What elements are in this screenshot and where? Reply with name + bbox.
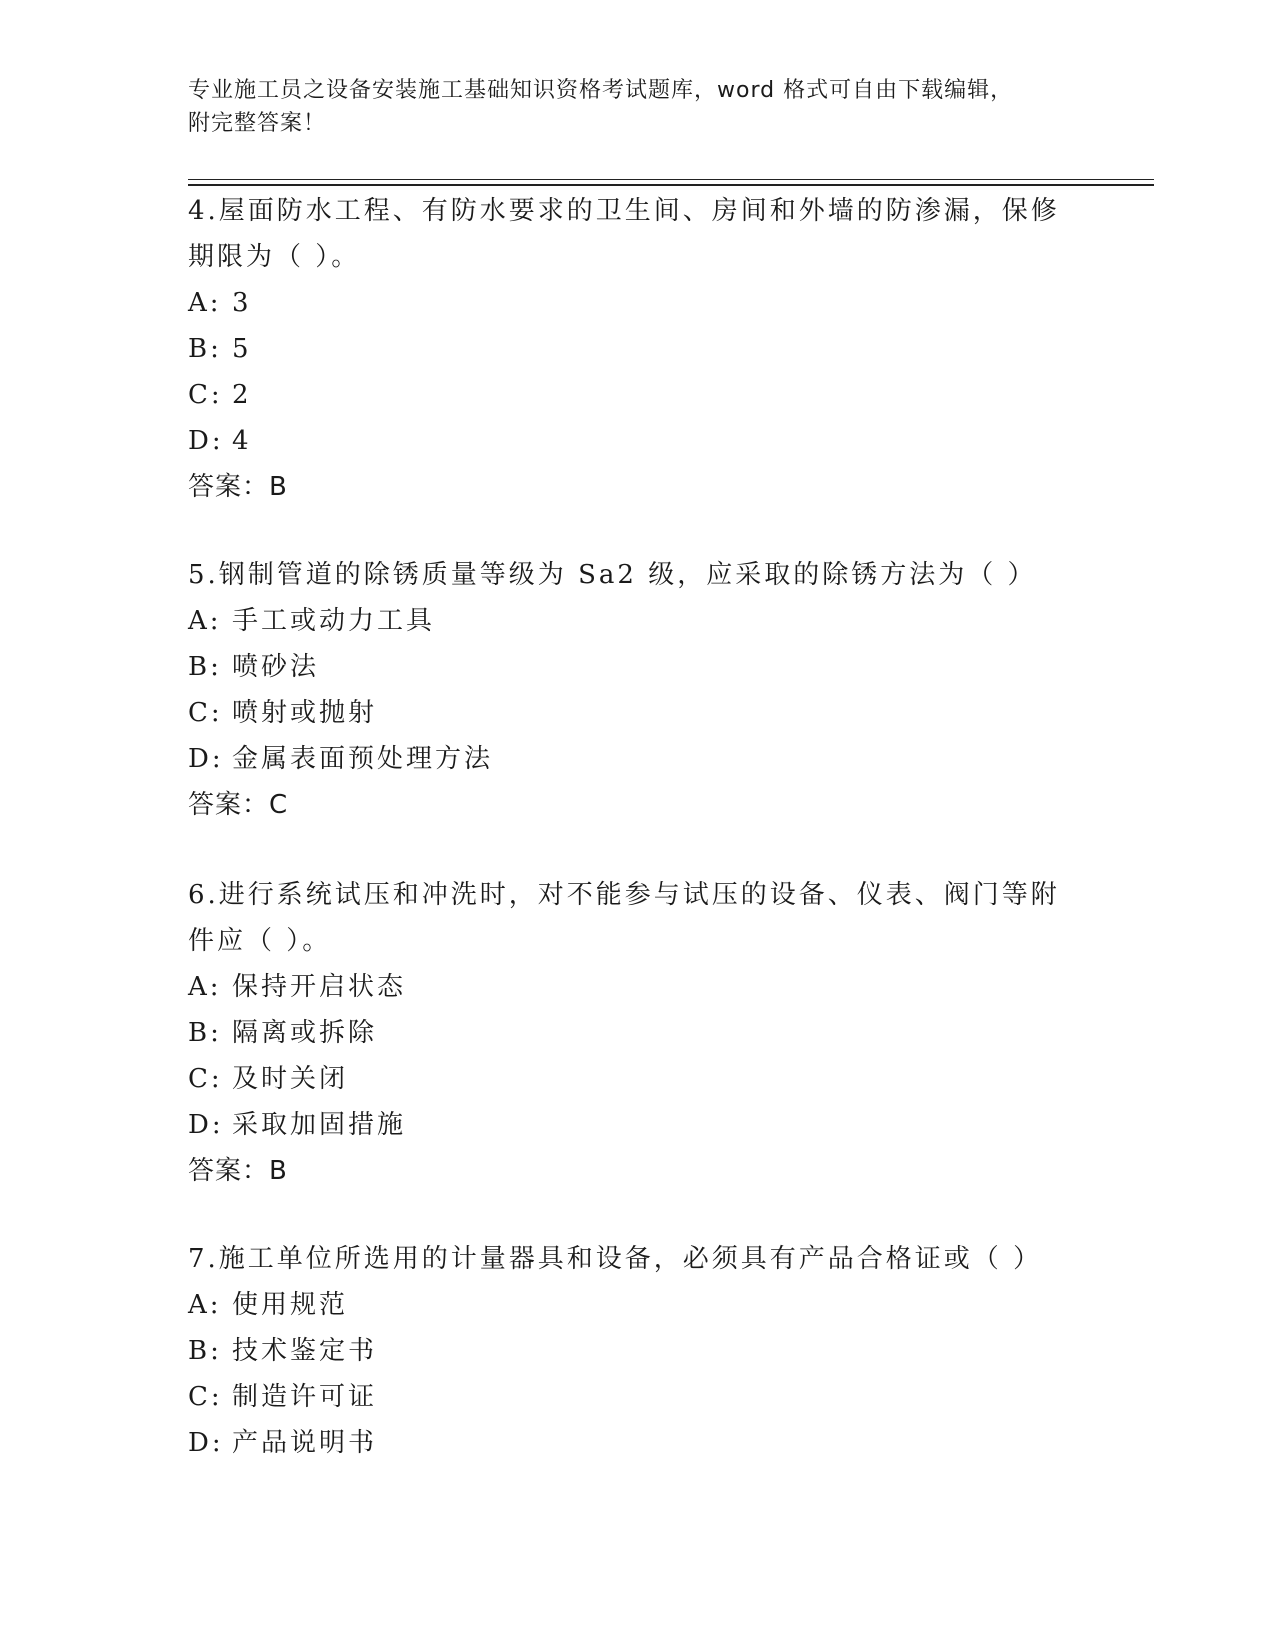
option-key: C: <box>188 698 223 728</box>
answer-line: 答案：B <box>188 472 288 502</box>
option-b <box>188 1010 1088 1056</box>
option-key: B: <box>188 1336 222 1366</box>
option-key: B: <box>188 334 222 364</box>
question-5 <box>188 552 1088 828</box>
option-d <box>188 736 1088 782</box>
question-4 <box>188 188 1088 510</box>
option-a <box>188 1282 1088 1328</box>
option-key: C: <box>188 1064 223 1094</box>
option-text: 使用规范 <box>232 1290 349 1320</box>
question-stem-line: 件应（ ）。 <box>188 926 332 956</box>
option-d <box>188 1420 1088 1466</box>
header-line-2: 附完整答案！ <box>188 111 327 136</box>
question-7 <box>188 1236 1088 1466</box>
option-c <box>188 1374 1088 1420</box>
option-text: 产品说明书 <box>232 1428 378 1458</box>
option-b <box>188 326 1088 372</box>
option-d <box>188 418 1088 464</box>
option-text: 及时关闭 <box>232 1064 349 1094</box>
option-d <box>188 1102 1088 1148</box>
option-text: 5 <box>232 334 252 364</box>
option-text: 采取加固措施 <box>232 1110 407 1140</box>
header-divider-thin <box>188 179 1154 180</box>
option-key: B: <box>188 1018 222 1048</box>
option-key: C: <box>188 1382 223 1412</box>
option-key: A: <box>188 288 222 318</box>
option-a <box>188 280 1088 326</box>
option-key: C: <box>188 380 223 410</box>
option-key: A: <box>188 1290 222 1320</box>
option-text: 喷砂法 <box>232 652 320 682</box>
option-b <box>188 1328 1088 1374</box>
header-line-1: 专业施工员之设备安装施工基础知识资格考试题库，word 格式可自由下载编辑， <box>188 78 1014 103</box>
option-key: D: <box>188 1110 224 1140</box>
option-text: 金属表面预处理方法 <box>232 744 494 774</box>
option-key: D: <box>188 744 224 774</box>
option-b <box>188 644 1088 690</box>
option-c <box>188 372 1088 418</box>
question-stem-line: 6.进行系统试压和冲洗时，对不能参与试压的设备、仪表、阀门等附 <box>188 880 1060 910</box>
question-6 <box>188 872 1088 1194</box>
option-text: 4 <box>232 426 252 456</box>
option-key: A: <box>188 972 222 1002</box>
option-text: 保持开启状态 <box>232 972 407 1002</box>
option-key: D: <box>188 426 224 456</box>
option-text: 隔离或拆除 <box>232 1018 378 1048</box>
question-stem-line: 4.屋面防水工程、有防水要求的卫生间、房间和外墙的防渗漏，保修 <box>188 196 1060 226</box>
document-header <box>188 74 1068 140</box>
option-text: 技术鉴定书 <box>232 1336 378 1366</box>
option-a <box>188 598 1088 644</box>
option-text: 手工或动力工具 <box>232 606 436 636</box>
option-key: B: <box>188 652 222 682</box>
option-text: 3 <box>232 288 252 318</box>
option-key: D: <box>188 1428 224 1458</box>
header-divider-thick <box>188 184 1154 186</box>
option-key: A: <box>188 606 222 636</box>
option-c <box>188 690 1088 736</box>
option-c <box>188 1056 1088 1102</box>
answer-line: 答案：B <box>188 1156 288 1186</box>
question-stem-line: 期限为（ ）。 <box>188 242 361 272</box>
option-text: 制造许可证 <box>232 1382 378 1412</box>
question-stem-line: 5.钢制管道的除锈质量等级为 Sa2 级，应采取的除锈方法为（ ） <box>188 560 1037 590</box>
answer-line: 答案：C <box>188 790 289 820</box>
option-text: 喷射或抛射 <box>232 698 378 728</box>
question-stem-line: 7.施工单位所选用的计量器具和设备，必须具有产品合格证或（ ） <box>188 1244 1043 1274</box>
option-text: 2 <box>232 380 252 410</box>
option-a <box>188 964 1088 1010</box>
